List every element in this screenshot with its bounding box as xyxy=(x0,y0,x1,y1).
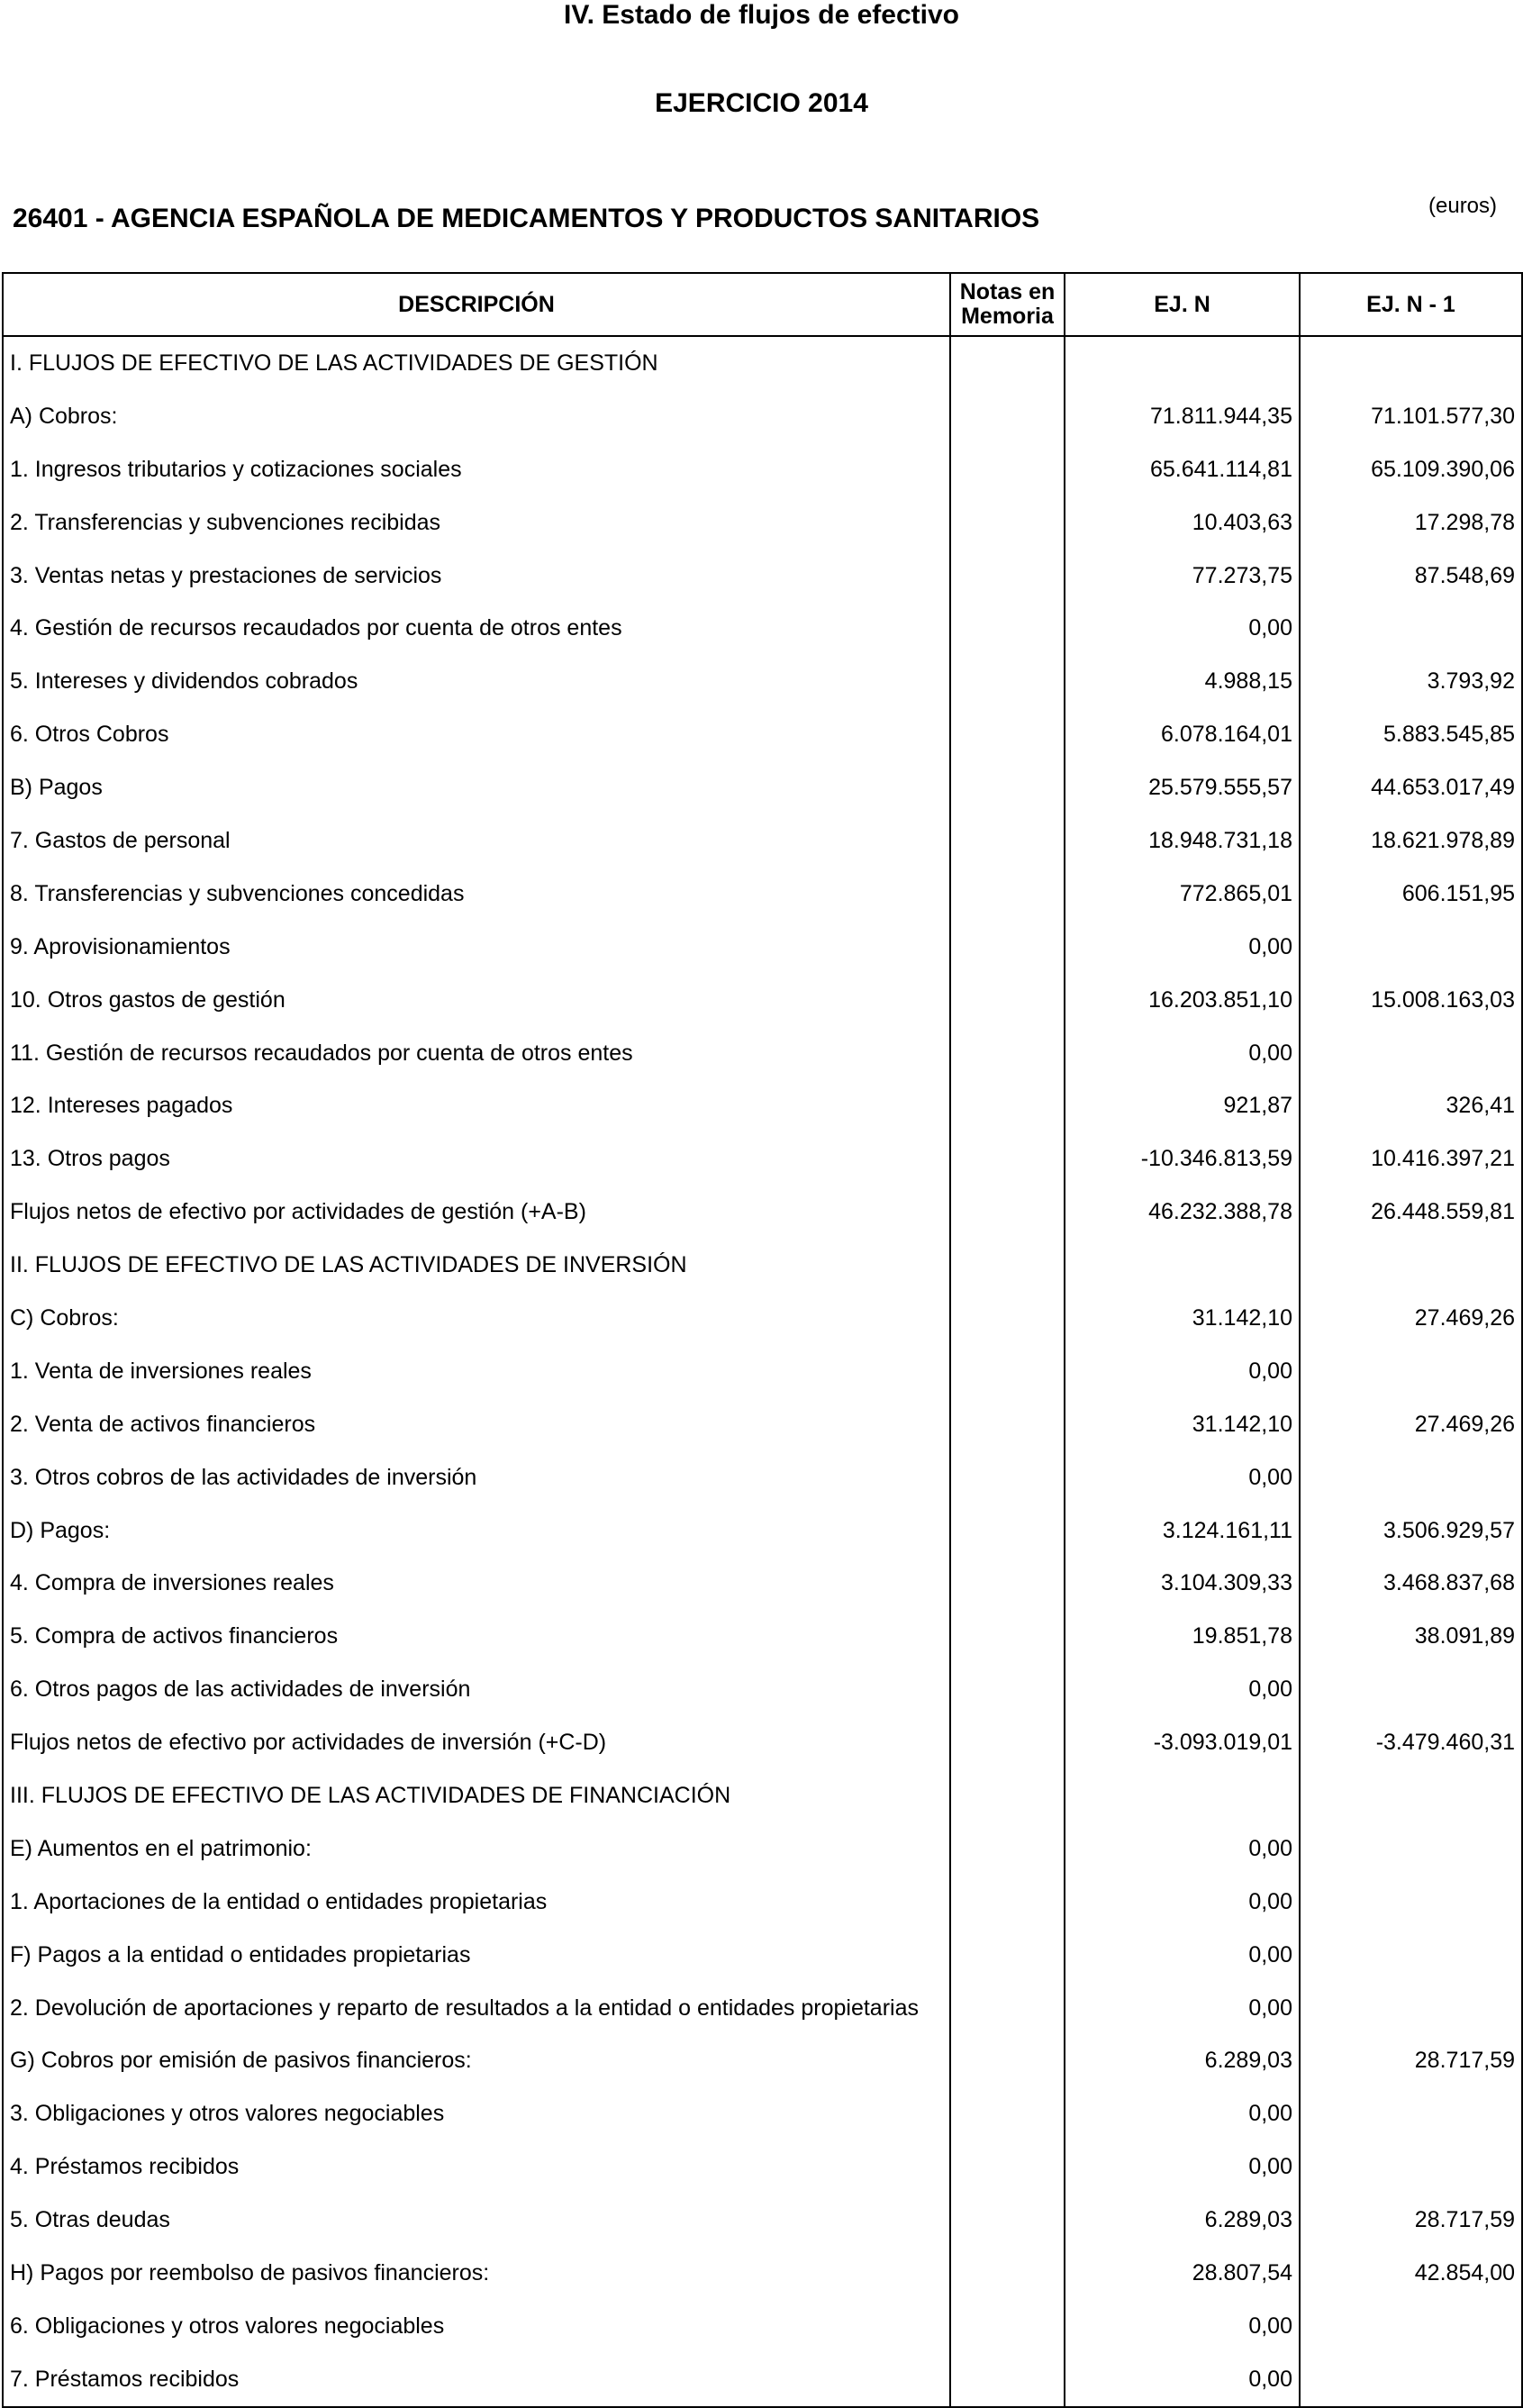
table-row xyxy=(3,1451,1522,1504)
row-notes xyxy=(950,708,1065,761)
table-row xyxy=(3,708,1522,761)
table-row xyxy=(3,655,1522,708)
row-value-ej-n: 0,00 xyxy=(1065,2087,1300,2140)
row-value-ej-n-1: 326,41 xyxy=(1300,1079,1522,1132)
row-value-ej-n: 0,00 xyxy=(1065,1982,1300,2035)
table-row xyxy=(3,550,1522,603)
row-notes xyxy=(950,1132,1065,1186)
row-value-ej-n: 0,00 xyxy=(1065,1027,1300,1080)
table-row xyxy=(3,1398,1522,1451)
row-value-ej-n: 71.811.944,35 xyxy=(1065,390,1300,443)
row-description: C) Cobros: xyxy=(3,1292,950,1345)
row-description: 2. Transferencias y subvenciones recibidas xyxy=(3,496,950,550)
row-value-ej-n-1: 87.548,69 xyxy=(1300,550,1522,603)
row-notes xyxy=(950,1186,1065,1239)
table-row xyxy=(3,761,1522,814)
row-value-ej-n-1 xyxy=(1300,2300,1522,2353)
row-notes xyxy=(950,1716,1065,1769)
table-row xyxy=(3,1822,1522,1876)
row-notes xyxy=(950,974,1065,1027)
row-value-ej-n-1: 606.151,95 xyxy=(1300,868,1522,921)
row-notes xyxy=(950,1079,1065,1132)
row-value-ej-n-1: 17.298,78 xyxy=(1300,496,1522,550)
table-row xyxy=(3,1132,1522,1186)
row-description: 1. Venta de inversiones reales xyxy=(3,1345,950,1398)
row-value-ej-n-1 xyxy=(1300,1982,1522,2035)
row-value-ej-n: 31.142,10 xyxy=(1065,1292,1300,1345)
table-row xyxy=(3,1079,1522,1132)
row-value-ej-n: 0,00 xyxy=(1065,1929,1300,1982)
row-notes xyxy=(950,1398,1065,1451)
row-description: 1. Aportaciones de la entidad o entidades propietarias xyxy=(3,1876,950,1929)
table-row xyxy=(3,1345,1522,1398)
row-description: G) Cobros por emisión de pasivos financieros: xyxy=(3,2035,950,2088)
row-notes xyxy=(950,868,1065,921)
row-notes xyxy=(950,2035,1065,2088)
row-value-ej-n: 921,87 xyxy=(1065,1079,1300,1132)
row-value-ej-n: 6.289,03 xyxy=(1065,2194,1300,2247)
table-row xyxy=(3,2140,1522,2194)
row-value-ej-n: 3.124.161,11 xyxy=(1065,1504,1300,1558)
row-description: 2. Venta de activos financieros xyxy=(3,1398,950,1451)
row-description: 4. Préstamos recibidos xyxy=(3,2140,950,2194)
table-row xyxy=(3,602,1522,655)
row-notes xyxy=(950,1822,1065,1876)
row-value-ej-n: 65.641.114,81 xyxy=(1065,443,1300,496)
row-description: 3. Ventas netas y prestaciones de servicios xyxy=(3,550,950,603)
row-value-ej-n-1 xyxy=(1300,1663,1522,1716)
table-row xyxy=(3,1292,1522,1345)
row-value-ej-n-1: 3.468.837,68 xyxy=(1300,1557,1522,1610)
row-description: B) Pagos xyxy=(3,761,950,814)
row-value-ej-n: 0,00 xyxy=(1065,2140,1300,2194)
col-header-notes: Notas en Memoria xyxy=(950,273,1065,336)
row-value-ej-n: 6.078.164,01 xyxy=(1065,708,1300,761)
row-description: 4. Gestión de recursos recaudados por cuenta de otros entes xyxy=(3,602,950,655)
table-row xyxy=(3,1239,1522,1292)
row-value-ej-n: 18.948.731,18 xyxy=(1065,814,1300,868)
row-description: III. FLUJOS DE EFECTIVO DE LAS ACTIVIDADES DE FINANCIACIÓN xyxy=(3,1769,950,1822)
table-row xyxy=(3,974,1522,1027)
table-row xyxy=(3,1982,1522,2035)
row-value-ej-n: 46.232.388,78 xyxy=(1065,1186,1300,1239)
table-row xyxy=(3,921,1522,974)
row-value-ej-n-1: 18.621.978,89 xyxy=(1300,814,1522,868)
table-row xyxy=(3,2353,1522,2407)
row-value-ej-n-1: 3.506.929,57 xyxy=(1300,1504,1522,1558)
row-notes xyxy=(950,1982,1065,2035)
row-notes xyxy=(950,814,1065,868)
table-row xyxy=(3,1504,1522,1558)
table-row xyxy=(3,2194,1522,2247)
row-value-ej-n-1: 65.109.390,06 xyxy=(1300,443,1522,496)
row-value-ej-n-1 xyxy=(1300,336,1522,390)
row-value-ej-n: 0,00 xyxy=(1065,1876,1300,1929)
row-value-ej-n-1 xyxy=(1300,602,1522,655)
row-description: F) Pagos a la entidad o entidades propietarias xyxy=(3,1929,950,1982)
table-row xyxy=(3,1929,1522,1982)
row-notes xyxy=(950,336,1065,390)
row-description: Flujos netos de efectivo por actividades de gestión (+A-B) xyxy=(3,1186,950,1239)
row-description: 6. Otros pagos de las actividades de inversión xyxy=(3,1663,950,1716)
page-title: IV. Estado de flujos de efectivo xyxy=(563,0,959,30)
row-value-ej-n-1 xyxy=(1300,1769,1522,1822)
cash-flow-table xyxy=(2,272,1523,2408)
units-label: (euros) xyxy=(1428,194,1498,218)
row-description: 4. Compra de inversiones reales xyxy=(3,1557,950,1610)
row-description: 3. Obligaciones y otros valores negociables xyxy=(3,2087,950,2140)
row-description: 12. Intereses pagados xyxy=(3,1079,950,1132)
row-value-ej-n: 0,00 xyxy=(1065,1822,1300,1876)
row-description: E) Aumentos en el patrimonio: xyxy=(3,1822,950,1876)
row-value-ej-n: -3.093.019,01 xyxy=(1065,1716,1300,1769)
row-description: 3. Otros cobros de las actividades de inversión xyxy=(3,1451,950,1504)
row-notes xyxy=(950,761,1065,814)
row-value-ej-n-1: 28.717,59 xyxy=(1300,2035,1522,2088)
table-row xyxy=(3,1716,1522,1769)
row-notes xyxy=(950,1345,1065,1398)
row-notes xyxy=(950,602,1065,655)
row-value-ej-n: 31.142,10 xyxy=(1065,1398,1300,1451)
row-description: 9. Aprovisionamientos xyxy=(3,921,950,974)
row-notes xyxy=(950,496,1065,550)
row-notes xyxy=(950,1027,1065,1080)
row-notes xyxy=(950,550,1065,603)
col-header-ej-n-1: EJ. N - 1 xyxy=(1300,273,1522,336)
row-notes xyxy=(950,390,1065,443)
row-value-ej-n-1 xyxy=(1300,2140,1522,2194)
row-notes xyxy=(950,2247,1065,2300)
table-row xyxy=(3,336,1522,390)
row-notes xyxy=(950,921,1065,974)
fiscal-year: EJERCICIO 2014 xyxy=(655,88,868,118)
table-row xyxy=(3,2087,1522,2140)
row-description: 2. Devolución de aportaciones y reparto de resultados a la entidad o entidades propietarias xyxy=(3,1982,950,2035)
row-value-ej-n-1: 71.101.577,30 xyxy=(1300,390,1522,443)
row-value-ej-n-1 xyxy=(1300,1876,1522,1929)
row-notes xyxy=(950,443,1065,496)
row-value-ej-n: 0,00 xyxy=(1065,1663,1300,1716)
row-value-ej-n-1: 3.793,92 xyxy=(1300,655,1522,708)
row-notes xyxy=(950,2353,1065,2407)
table-row xyxy=(3,1027,1522,1080)
row-value-ej-n-1: 27.469,26 xyxy=(1300,1292,1522,1345)
row-value-ej-n: 0,00 xyxy=(1065,2353,1300,2407)
row-description: 5. Compra de activos financieros xyxy=(3,1610,950,1663)
row-value-ej-n: 6.289,03 xyxy=(1065,2035,1300,2088)
row-notes xyxy=(950,2087,1065,2140)
row-value-ej-n-1 xyxy=(1300,2087,1522,2140)
table-row xyxy=(3,1663,1522,1716)
row-value-ej-n-1: -3.479.460,31 xyxy=(1300,1716,1522,1769)
table-row xyxy=(3,443,1522,496)
row-description: 7. Préstamos recibidos xyxy=(3,2353,950,2407)
row-value-ej-n: 28.807,54 xyxy=(1065,2247,1300,2300)
row-value-ej-n-1 xyxy=(1300,1451,1522,1504)
row-description: 5. Intereses y dividendos cobrados xyxy=(3,655,950,708)
row-description: 13. Otros pagos xyxy=(3,1132,950,1186)
row-value-ej-n xyxy=(1065,1769,1300,1822)
row-value-ej-n: 0,00 xyxy=(1065,1451,1300,1504)
row-description: A) Cobros: xyxy=(3,390,950,443)
row-value-ej-n-1 xyxy=(1300,1239,1522,1292)
row-value-ej-n: 0,00 xyxy=(1065,1345,1300,1398)
row-value-ej-n: 0,00 xyxy=(1065,602,1300,655)
row-notes xyxy=(950,1239,1065,1292)
row-value-ej-n: 4.988,15 xyxy=(1065,655,1300,708)
row-notes xyxy=(950,2194,1065,2247)
row-value-ej-n-1 xyxy=(1300,2353,1522,2407)
row-notes xyxy=(950,1929,1065,1982)
row-description: I. FLUJOS DE EFECTIVO DE LAS ACTIVIDADES DE GESTIÓN xyxy=(3,336,950,390)
row-description: 10. Otros gastos de gestión xyxy=(3,974,950,1027)
row-value-ej-n: 10.403,63 xyxy=(1065,496,1300,550)
row-description: 6. Obligaciones y otros valores negociables xyxy=(3,2300,950,2353)
table-row xyxy=(3,390,1522,443)
row-description: 1. Ingresos tributarios y cotizaciones sociales xyxy=(3,443,950,496)
table-row xyxy=(3,2300,1522,2353)
row-value-ej-n-1: 5.883.545,85 xyxy=(1300,708,1522,761)
row-value-ej-n xyxy=(1065,1239,1300,1292)
row-description: 6. Otros Cobros xyxy=(3,708,950,761)
row-value-ej-n-1: 42.854,00 xyxy=(1300,2247,1522,2300)
row-notes xyxy=(950,1504,1065,1558)
row-description: II. FLUJOS DE EFECTIVO DE LAS ACTIVIDADES DE INVERSIÓN xyxy=(3,1239,950,1292)
row-description: 7. Gastos de personal xyxy=(3,814,950,868)
row-value-ej-n-1: 28.717,59 xyxy=(1300,2194,1522,2247)
row-value-ej-n-1: 26.448.559,81 xyxy=(1300,1186,1522,1239)
row-description: D) Pagos: xyxy=(3,1504,950,1558)
col-header-description: DESCRIPCIÓN xyxy=(3,273,950,336)
row-value-ej-n-1: 44.653.017,49 xyxy=(1300,761,1522,814)
table-row xyxy=(3,2035,1522,2088)
table-header-row xyxy=(3,273,1522,336)
table-row xyxy=(3,868,1522,921)
row-value-ej-n-1: 10.416.397,21 xyxy=(1300,1132,1522,1186)
row-description: Flujos netos de efectivo por actividades de inversión (+C-D) xyxy=(3,1716,950,1769)
row-notes xyxy=(950,2300,1065,2353)
row-value-ej-n: 77.273,75 xyxy=(1065,550,1300,603)
table-row xyxy=(3,1876,1522,1929)
row-description: 8. Transferencias y subvenciones concedidas xyxy=(3,868,950,921)
row-description: H) Pagos por reembolso de pasivos financieros: xyxy=(3,2247,950,2300)
row-value-ej-n-1 xyxy=(1300,1929,1522,1982)
row-value-ej-n-1: 27.469,26 xyxy=(1300,1398,1522,1451)
table-row xyxy=(3,1557,1522,1610)
table-row xyxy=(3,496,1522,550)
table-row xyxy=(3,814,1522,868)
row-value-ej-n xyxy=(1065,336,1300,390)
row-value-ej-n: 19.851,78 xyxy=(1065,1610,1300,1663)
table-row xyxy=(3,1610,1522,1663)
row-value-ej-n-1: 15.008.163,03 xyxy=(1300,974,1522,1027)
row-notes xyxy=(950,2140,1065,2194)
row-value-ej-n-1 xyxy=(1300,1027,1522,1080)
row-description: 11. Gestión de recursos recaudados por cuenta de otros entes xyxy=(3,1027,950,1080)
row-value-ej-n: 0,00 xyxy=(1065,921,1300,974)
entity-name: 26401 - AGENCIA ESPAÑOLA DE MEDICAMENTOS Y PRODUCTOS SANITARIOS xyxy=(13,204,1040,233)
col-header-ej-n: EJ. N xyxy=(1065,273,1300,336)
row-notes xyxy=(950,1557,1065,1610)
row-notes xyxy=(950,1769,1065,1822)
row-value-ej-n-1 xyxy=(1300,1345,1522,1398)
table-row xyxy=(3,2247,1522,2300)
row-description: 5. Otras deudas xyxy=(3,2194,950,2247)
row-value-ej-n: 3.104.309,33 xyxy=(1065,1557,1300,1610)
row-value-ej-n: 0,00 xyxy=(1065,2300,1300,2353)
row-value-ej-n-1: 38.091,89 xyxy=(1300,1610,1522,1663)
row-notes xyxy=(950,1876,1065,1929)
row-value-ej-n: 16.203.851,10 xyxy=(1065,974,1300,1027)
row-notes xyxy=(950,1292,1065,1345)
row-value-ej-n-1 xyxy=(1300,921,1522,974)
row-value-ej-n: 772.865,01 xyxy=(1065,868,1300,921)
row-value-ej-n-1 xyxy=(1300,1822,1522,1876)
row-notes xyxy=(950,1663,1065,1716)
row-value-ej-n: -10.346.813,59 xyxy=(1065,1132,1300,1186)
table-row xyxy=(3,1186,1522,1239)
row-notes xyxy=(950,1610,1065,1663)
table-row xyxy=(3,1769,1522,1822)
row-notes xyxy=(950,655,1065,708)
row-value-ej-n: 25.579.555,57 xyxy=(1065,761,1300,814)
row-notes xyxy=(950,1451,1065,1504)
